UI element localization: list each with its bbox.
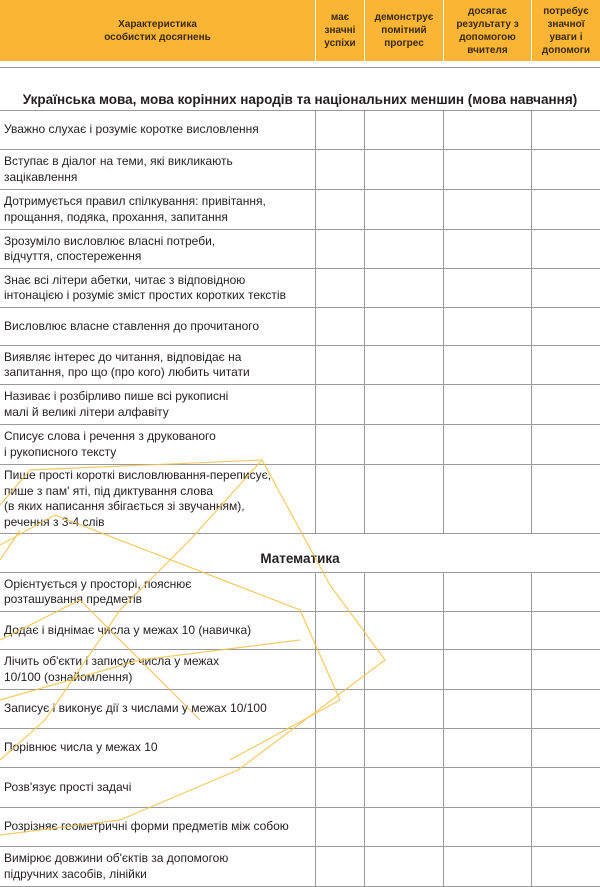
cell-needs-attention[interactable] <box>532 729 600 767</box>
math-row-label: Записує і виконує дії з числами у межах 10/100 <box>4 701 267 716</box>
cell-with-teacher-help[interactable] <box>444 269 531 307</box>
header-noticeable-progress: демонструє помітний прогрес <box>374 12 434 49</box>
cell-significant-success[interactable] <box>316 308 364 345</box>
ukrainian-row-label: Виявляє інтерес до читання, відповідає на запитання, про що (про кого) любить читати <box>4 349 250 379</box>
table-row <box>0 572 600 612</box>
math-row-label: Лічить об'єкти і записує числа у межах 10/100 (ознайомлення) <box>4 654 220 684</box>
cell-with-teacher-help[interactable] <box>444 808 531 846</box>
cell-significant-success[interactable] <box>316 768 364 807</box>
cell-noticeable-progress[interactable] <box>365 230 443 268</box>
ukrainian-row-label: Називає і розбірливо пише всі рукописні малі й великі літери алфавіту <box>4 389 229 419</box>
ukrainian-row-label: Знає всі літери абетки, читає з відповідною інтонацією і розуміє зміст простих коротких текстів <box>4 272 286 302</box>
cell-with-teacher-help[interactable] <box>444 111 531 149</box>
cell-noticeable-progress[interactable] <box>365 768 443 807</box>
cell-with-teacher-help[interactable] <box>444 573 531 611</box>
cell-significant-success[interactable] <box>316 269 364 307</box>
cell-noticeable-progress[interactable] <box>365 425 443 464</box>
cell-significant-success[interactable] <box>316 612 364 649</box>
table-row <box>0 230 600 269</box>
table-row <box>0 308 600 346</box>
table-row <box>0 847 600 887</box>
math-row-label: Порівнює числа у межах 10 <box>4 740 158 755</box>
cell-significant-success[interactable] <box>316 230 364 268</box>
cell-needs-attention[interactable] <box>532 190 600 229</box>
cell-needs-attention[interactable] <box>532 612 600 649</box>
cell-with-teacher-help[interactable] <box>444 650 531 689</box>
math-row-label: Розв'язує прості задачі <box>4 779 132 794</box>
cell-noticeable-progress[interactable] <box>365 385 443 424</box>
cell-with-teacher-help[interactable] <box>444 346 531 384</box>
table-row <box>0 768 600 808</box>
cell-noticeable-progress[interactable] <box>365 346 443 384</box>
cell-needs-attention[interactable] <box>532 150 600 189</box>
cell-significant-success[interactable] <box>316 573 364 611</box>
cell-with-teacher-help[interactable] <box>444 768 531 807</box>
math-row-label: Орієнтується у просторі, пояснює розташування предметів <box>4 576 192 606</box>
cell-significant-success[interactable] <box>316 385 364 424</box>
cell-significant-success[interactable] <box>316 111 364 149</box>
cell-significant-success[interactable] <box>316 346 364 384</box>
cell-significant-success[interactable] <box>316 190 364 229</box>
cell-noticeable-progress[interactable] <box>365 111 443 149</box>
ukrainian-row-label: Вступає в діалог на теми, які викликають зацікавлення <box>4 154 233 184</box>
cell-significant-success[interactable] <box>316 808 364 846</box>
math-row-label: Розрізняє геометричні форми предметів між собою <box>4 819 289 834</box>
cell-significant-success[interactable] <box>316 425 364 464</box>
cell-needs-attention[interactable] <box>532 465 600 533</box>
cell-needs-attention[interactable] <box>532 269 600 307</box>
table-row <box>0 346 600 385</box>
table-top-rule <box>0 67 600 68</box>
cell-with-teacher-help[interactable] <box>444 425 531 464</box>
cell-noticeable-progress[interactable] <box>365 573 443 611</box>
cell-with-teacher-help[interactable] <box>444 190 531 229</box>
cell-significant-success[interactable] <box>316 650 364 689</box>
ukrainian-row-label: Пише прості короткі висловлювання-переписує, пише з пам' яті, під диктування слова (в яких написання збігається зі звучанням), речення з 3-4 слів <box>4 468 272 529</box>
cell-needs-attention[interactable] <box>532 308 600 345</box>
cell-noticeable-progress[interactable] <box>365 269 443 307</box>
math-row-label: Вимірює довжини об'єктів за допомогою підручних засобів, лінійки <box>4 851 229 881</box>
cell-with-teacher-help[interactable] <box>444 230 531 268</box>
cell-noticeable-progress[interactable] <box>365 150 443 189</box>
math-row-label: Додає і віднімає числа у межах 10 (навичка) <box>4 622 252 637</box>
cell-with-teacher-help[interactable] <box>444 385 531 424</box>
table-row <box>0 269 600 308</box>
section-title-math: Математика <box>260 551 340 566</box>
cell-needs-attention[interactable] <box>532 573 600 611</box>
table-row <box>0 465 600 534</box>
cell-with-teacher-help[interactable] <box>444 612 531 649</box>
cell-noticeable-progress[interactable] <box>365 690 443 728</box>
cell-with-teacher-help[interactable] <box>444 465 531 533</box>
ukrainian-row-label: Дотримується правил спілкування: привітання, прощання, подяка, прохання, запитання <box>4 194 266 224</box>
cell-needs-attention[interactable] <box>532 808 600 846</box>
table-row <box>0 110 600 150</box>
cell-with-teacher-help[interactable] <box>444 308 531 345</box>
ukrainian-row-label: Зрозуміло висловлює власні потреби, відчуття, спостереження <box>4 233 216 263</box>
header-significant-success: має значні успіхи <box>324 12 356 49</box>
cell-needs-attention[interactable] <box>532 346 600 384</box>
ukrainian-row-label: Списує слова і речення з друкованого і рукописного тексту <box>4 429 216 459</box>
table-row <box>0 425 600 465</box>
cell-significant-success[interactable] <box>316 729 364 767</box>
cell-noticeable-progress[interactable] <box>365 729 443 767</box>
header-with-teacher-help: досягає результату з допомогою вчителя <box>456 5 519 56</box>
cell-needs-attention[interactable] <box>532 385 600 424</box>
cell-with-teacher-help[interactable] <box>444 847 531 886</box>
cell-needs-attention[interactable] <box>532 230 600 268</box>
table-row <box>0 808 600 847</box>
cell-with-teacher-help[interactable] <box>444 690 531 728</box>
cell-needs-attention[interactable] <box>532 847 600 886</box>
cell-needs-attention[interactable] <box>532 690 600 728</box>
table-header <box>0 0 600 61</box>
cell-needs-attention[interactable] <box>532 425 600 464</box>
cell-noticeable-progress[interactable] <box>365 190 443 229</box>
table-row <box>0 690 600 729</box>
cell-noticeable-progress[interactable] <box>365 308 443 345</box>
cell-noticeable-progress[interactable] <box>365 847 443 886</box>
cell-noticeable-progress[interactable] <box>365 465 443 533</box>
cell-needs-attention[interactable] <box>532 650 600 689</box>
ukrainian-row-label: Висловлює власне ставлення до прочитаного <box>4 318 260 333</box>
cell-with-teacher-help[interactable] <box>444 729 531 767</box>
cell-noticeable-progress[interactable] <box>365 612 443 649</box>
cell-noticeable-progress[interactable] <box>365 650 443 689</box>
cell-significant-success[interactable] <box>316 690 364 728</box>
header-needs-attention: потребує значної уваги і допомоги <box>541 5 591 56</box>
table-row <box>0 650 600 690</box>
cell-with-teacher-help[interactable] <box>444 150 531 189</box>
cell-needs-attention[interactable] <box>532 111 600 149</box>
section-title-ukrainian: Українська мова, мова корінних народів та національних меншин (мова навчання) <box>22 92 578 107</box>
cell-significant-success[interactable] <box>316 847 364 886</box>
cell-significant-success[interactable] <box>316 465 364 533</box>
table-row <box>0 612 600 650</box>
table-row <box>0 190 600 230</box>
cell-significant-success[interactable] <box>316 150 364 189</box>
table-row <box>0 385 600 425</box>
table-row <box>0 729 600 768</box>
header-characteristic: Характеристика особистих досягнень <box>104 18 211 43</box>
table-row <box>0 150 600 190</box>
ukrainian-row-label: Уважно слухає і розуміє коротке висловлення <box>4 122 259 137</box>
cell-needs-attention[interactable] <box>532 768 600 807</box>
cell-noticeable-progress[interactable] <box>365 808 443 846</box>
